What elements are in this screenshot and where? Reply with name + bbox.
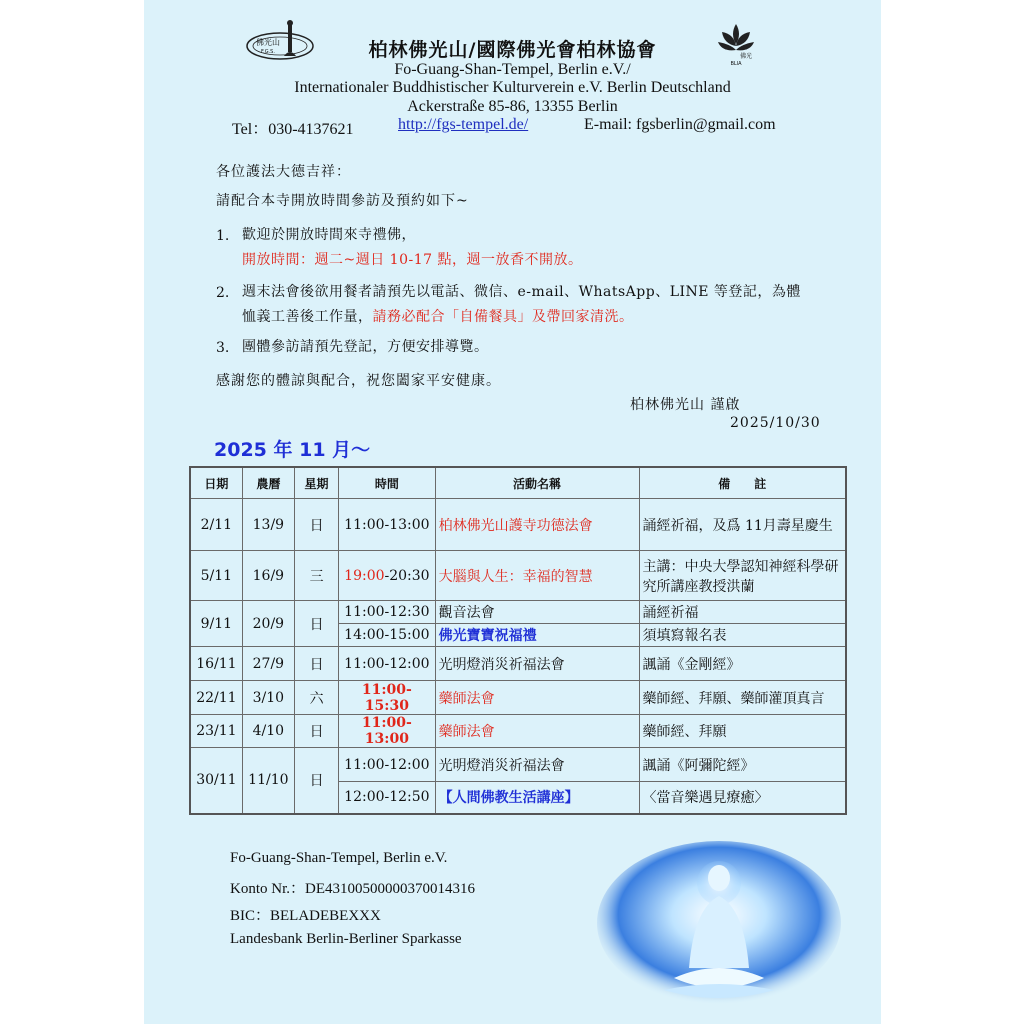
- cell-note: 須填寫報名表: [639, 624, 846, 647]
- cell-date: 9/11: [190, 601, 242, 647]
- opening-hours-text: 開放時間：週二~週日 10-17 點，週一放香不開放。: [242, 252, 583, 268]
- cell-lunar: 4/10: [242, 715, 294, 748]
- svg-text:佛光: 佛光: [740, 53, 753, 60]
- cell-time: 11:00-15:30: [339, 681, 435, 715]
- cell-weekday: 日: [294, 715, 338, 748]
- table-row: [190, 748, 846, 782]
- header-email: E-mail: fgsberlin@gmail.com: [584, 116, 776, 133]
- cell-weekday: 日: [294, 647, 338, 681]
- column-header: 星期: [294, 467, 338, 499]
- table-row: [190, 601, 846, 624]
- cell-time: 11:00-13:00: [339, 499, 435, 551]
- list-item-1: [242, 223, 802, 273]
- cell-weekday: 日: [294, 601, 338, 647]
- cell-activity: 【人間佛教生活講座】: [435, 782, 639, 814]
- cell-time: 11:00-12:30: [339, 601, 435, 624]
- cell-activity: 光明燈消災祈福法會: [435, 647, 639, 681]
- bank-konto: Konto Nr.：DE43100500000370014316: [230, 881, 475, 897]
- cell-note: 藥師經、拜願: [639, 715, 846, 748]
- list-item-2-red-text: 請務必配合「自備餐具」及帶回家清洗。: [372, 309, 634, 325]
- cell-note: 〈當音樂遇見療癒〉: [639, 782, 846, 814]
- cell-activity: 觀音法會: [435, 601, 639, 624]
- cell-note: 誦經祈福，及爲 11月壽星慶生: [639, 499, 846, 551]
- cell-activity: 佛光寶寶祝福禮: [435, 624, 639, 647]
- cell-activity: 藥師法會: [435, 681, 639, 715]
- greeting: 各位護法大德吉祥：: [216, 164, 351, 180]
- table-row: [190, 499, 846, 551]
- cell-time: 14:00-15:00: [339, 624, 435, 647]
- table-row: [190, 551, 846, 601]
- thanks-text: 感謝您的體諒與配合，祝您闔家平安健康。: [216, 373, 501, 389]
- cell-lunar: 13/9: [242, 499, 294, 551]
- cell-note: 主講：中央大學認知神經科學研究所講座教授洪蘭: [639, 551, 846, 601]
- bank-name: Landesbank Berlin-Berliner Sparkasse: [230, 931, 462, 947]
- cell-date: 30/11: [190, 748, 242, 814]
- cell-date: 5/11: [190, 551, 242, 601]
- table-header-row: [190, 467, 846, 499]
- cell-time: 11:00-12:00: [339, 748, 435, 782]
- cell-time: 11:00-12:00: [339, 647, 435, 681]
- header-line-2: Internationaler Buddhistischer Kulturverein e.V. Berlin Deutschland: [294, 79, 731, 96]
- svg-text:F.G.S.: F.G.S.: [261, 49, 275, 55]
- table-row: [190, 715, 846, 748]
- bank-bic: BIC：BELADEBEXXX: [230, 908, 381, 924]
- cell-lunar: 20/9: [242, 601, 294, 647]
- cell-lunar: 16/9: [242, 551, 294, 601]
- cell-time-start: 19:00: [344, 567, 385, 584]
- cell-date: 16/11: [190, 647, 242, 681]
- table-row: [190, 681, 846, 715]
- list-item-1-text: 歡迎於開放時間來寺禮佛，: [242, 227, 416, 243]
- signature: 柏林佛光山 謹啟: [630, 397, 741, 413]
- cell-date: 23/11: [190, 715, 242, 748]
- cell-activity: 藥師法會: [435, 715, 639, 748]
- cell-time: 11:00-13:00: [339, 715, 435, 748]
- column-header: 活動名稱: [435, 467, 639, 499]
- bank-account-holder: Fo-Guang-Shan-Tempel, Berlin e.V.: [230, 850, 448, 866]
- cell-time: 12:00-12:50: [339, 782, 435, 814]
- cell-note: 誦經祈福: [639, 601, 846, 624]
- header-tel: Tel：030-4137621: [232, 121, 354, 138]
- list-item-number: 1.: [216, 228, 230, 244]
- svg-text:BLIA: BLIA: [730, 61, 742, 66]
- list-item-2-text: 週末法會後欲用餐者請預先以電話、微信、e-mail、WhatsApp、LINE 等登記，為體恤義工善後工作量，: [242, 284, 801, 325]
- cell-weekday: 日: [294, 499, 338, 551]
- header-website-link[interactable]: http://fgs-tempel.de/: [398, 116, 529, 133]
- list-item-number: 2.: [216, 285, 230, 301]
- cell-lunar: 3/10: [242, 681, 294, 715]
- list-item-number: 3.: [216, 340, 230, 356]
- cell-time: [339, 551, 435, 601]
- list-item-3: 團體參訪請預先登記，方便安排導覽。: [242, 339, 489, 355]
- column-header: 日期: [190, 467, 242, 499]
- cell-note: 諷誦《阿彌陀經》: [639, 748, 846, 782]
- cell-weekday: 六: [294, 681, 338, 715]
- intro: 請配合本寺開放時間參訪及預約如下~: [216, 193, 469, 209]
- schedule-table: [189, 466, 847, 815]
- cell-weekday: 三: [294, 551, 338, 601]
- schedule-month-title: 2025 年 11 月～: [214, 439, 371, 461]
- cell-activity: 光明燈消災祈福法會: [435, 748, 639, 782]
- flyer-page: [144, 0, 881, 1024]
- cell-weekday: 日: [294, 748, 338, 814]
- list-item-2: [242, 280, 802, 330]
- cell-time-end: -20:30: [384, 567, 430, 584]
- cell-note: 諷誦《金剛經》: [639, 647, 846, 681]
- letter-date: 2025/10/30: [730, 415, 821, 431]
- cell-date: 2/11: [190, 499, 242, 551]
- column-header: 農曆: [242, 467, 294, 499]
- column-header: 時間: [339, 467, 435, 499]
- cell-activity: 柏林佛光山護寺功德法會: [435, 499, 639, 551]
- svg-text:佛光山: 佛光山: [256, 38, 280, 47]
- column-header: 備 註: [639, 467, 846, 499]
- table-row: [190, 647, 846, 681]
- buddha-illustration: [594, 838, 844, 1008]
- header-address: Ackerstraße 85-86, 13355 Berlin: [407, 98, 618, 115]
- cell-lunar: 27/9: [242, 647, 294, 681]
- cell-note: 藥師經、拜願、藥師灌頂真言: [639, 681, 846, 715]
- cell-activity: 大腦與人生：幸福的智慧: [435, 551, 639, 601]
- cell-lunar: 11/10: [242, 748, 294, 814]
- header-line-1: Fo-Guang-Shan-Tempel, Berlin e.V./: [394, 61, 631, 78]
- page-title: 柏林佛光山/國際佛光會柏林協會: [368, 39, 657, 61]
- cell-date: 22/11: [190, 681, 242, 715]
